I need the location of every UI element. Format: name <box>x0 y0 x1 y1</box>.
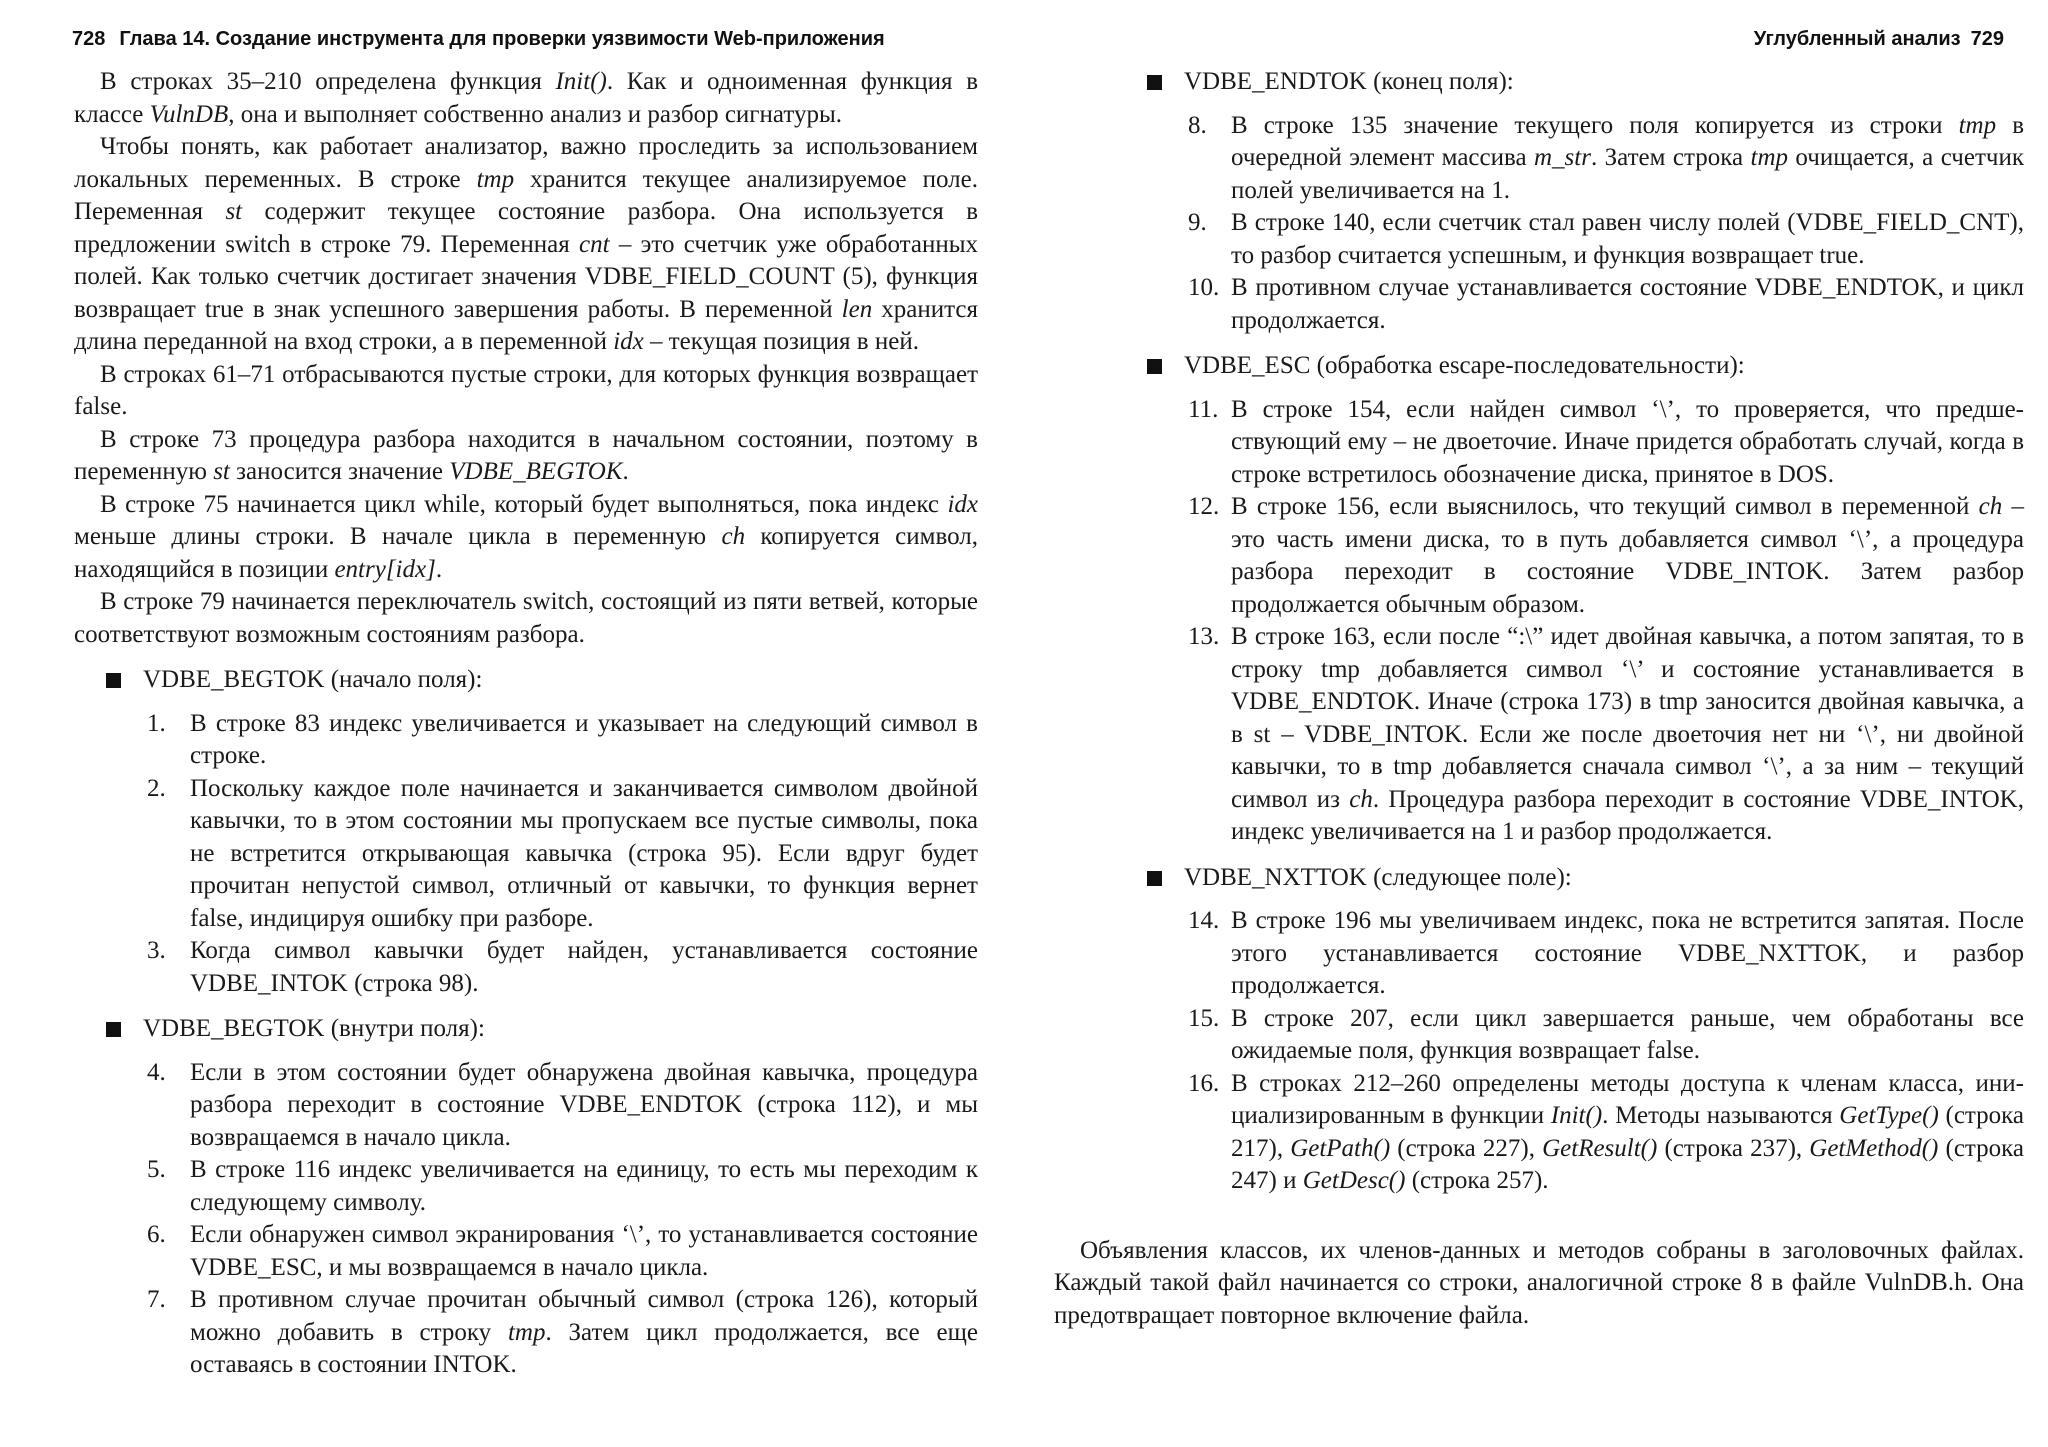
item-number: 10. <box>1188 274 1220 301</box>
item-text: В противном случае устанавливается состояние VDBE_ENDTOK, и цикл продолжается. <box>1231 274 2024 334</box>
left-running-header <box>72 28 885 51</box>
chapter-title: Глава 14. Создание инструмента для проверки уязвимости Web-приложения <box>119 28 885 50</box>
right-running-header <box>1754 28 2004 51</box>
item-number: 4. <box>147 1058 166 1086</box>
list-item <box>147 935 978 1000</box>
list-item <box>1188 1003 2024 1068</box>
bullet-heading: VDBE_ENDTOK (конец поля): <box>1147 66 2024 99</box>
numbered-list <box>147 708 978 1001</box>
item-text: Если обнаружен символ экранирования ‘\’, то устанавливается состояние VDBE_ESC, и мы возвращаемся в начало цикла. <box>190 1221 978 1281</box>
item-text: В строке 156, если выяснилось, что текущий символ в переменной ch – это часть имени диска, то в путь добавляется символ ‘\’, а процедура разбора переходит в состояние VDBE_INTOK. Затем разбор продолжается обычным образом. <box>1231 493 2024 618</box>
item-text: Если в этом состоянии будет обнаружена двойная кавычка, процедура разбора переходит в состояние VDBE_ENDTOK (строка 112), и мы возвращаемся в начало цикла. <box>190 1058 978 1151</box>
right-page <box>1024 0 2048 1447</box>
bullet-heading: VDBE_ESC (обработка escape-последовательности): <box>1147 350 2024 383</box>
item-text: В строке 140, если счетчик стал равен числу полей (VDBE_FIELD_CNT), то разбор считается успешным, и функция возвращает true. <box>1231 209 2024 269</box>
item-number: 5. <box>147 1156 166 1183</box>
item-number: 11. <box>1188 395 1219 423</box>
list-item <box>147 1219 978 1284</box>
item-text: В строке 207, если цикл завершается раньше, чем обработаны все ожидаемые поля, функция возвращает false. <box>1231 1004 2024 1064</box>
item-text: В строке 163, если после “:\” идет двойная кавычка, а потом запятая, то в строку tmp добавляется символ ‘\’ и состояние устанавливается в VDBE_ENDTOK. Иначе (строка 173) в tmp заносится двойная кавычка, а в st – VDBE_INTOK. Если же после двоеточия нет ни ‘\’, ни двойной кавычки, то в tmp добавляется сначала символ ‘\’, а за ним – текущий символ из ch. Процедура разбора переходит в состояние VDBE_INTOK, индекс увеличивается на 1 и разбор продолжается. <box>1231 623 2024 845</box>
left-page-body <box>74 66 978 1382</box>
list-item <box>147 1154 978 1219</box>
item-text: В строке 83 индекс увеличивается и указывает на следующий символ в строке. <box>190 709 978 769</box>
numbered-list <box>147 1057 978 1382</box>
paragraph: Чтобы понять, как работает анализатор, важно проследить за использованием локальных переменных. В строке tmp хранится текущее анализируемое поле. Переменная st содержит текущее состояние разбора. Она используется в предложении switch в строке 79. Переменная cnt – это счетчик уже обработанных полей. Как только счетчик достигает значения VDBE_FIELD_COUNT (5), функция возвращает true в знак успешного завершения работы. В переменной len хранится длина переданной на вход строки, а в переменной idx – текущая позиция в ней. <box>74 133 978 355</box>
bullet-heading: VDBE_BEGTOK (внутри поля): <box>106 1013 978 1046</box>
section-title: Углубленный анализ <box>1753 28 1961 50</box>
paragraph: В строке 75 начинается цикл while, который будет выполняться, пока индекс idx меньше длины строки. В начале цикла в переменную ch копируется символ, находящийся в позиции entry[idx]. <box>74 490 978 583</box>
item-number: 12. <box>1188 493 1220 520</box>
item-number: 3. <box>147 937 166 964</box>
list-item <box>147 773 978 936</box>
item-number: 1. <box>147 709 166 737</box>
right-page-body <box>1054 66 2025 1332</box>
item-number: 7. <box>147 1286 166 1313</box>
item-number: 15. <box>1188 1004 1220 1032</box>
right-page-number: 729 <box>1970 28 2004 50</box>
list-item <box>1188 394 2024 492</box>
list-item <box>1188 272 2024 337</box>
item-text: Когда символ кавычки будет найден, устанавливается состояние VDBE_INTOK (строка 98). <box>190 937 978 997</box>
bullet-heading: VDBE_NXTTOK (следующее поле): <box>1147 862 2024 895</box>
item-number: 14. <box>1188 907 1220 934</box>
list-item <box>147 1284 978 1382</box>
numbered-list <box>1188 394 2024 849</box>
left-page-number: 728 <box>72 28 106 50</box>
item-number: 13. <box>1188 623 1220 650</box>
list-item <box>1188 491 2024 621</box>
list-item <box>1188 905 2024 1003</box>
item-number: 16. <box>1188 1069 1220 1097</box>
list-item <box>1188 621 2024 849</box>
list-item <box>1188 1068 2024 1198</box>
item-number: 9. <box>1188 209 1207 236</box>
item-text: В строке 154, если найден символ ‘\’, то проверяется, что предшествующий ему – не двоеточие. Иначе придется обработать случай, когда в строке встретилось обозначение диска, принятое в DOS. <box>1231 395 2024 488</box>
item-text: В противном случае прочитан обычный символ (строка 126), который можно добавить в строку tmp. Затем цикл продолжается, все еще оставаясь в состоянии INTOK. <box>190 1286 979 1378</box>
numbered-list <box>1188 110 2024 338</box>
list-item <box>1188 110 2024 208</box>
paragraph: В строках 61–71 отбрасываются пустые строки, для которых функция возвращает false. <box>74 360 978 420</box>
item-text: В строках 212–260 определены методы доступа к членам класса, инициализированным в функции Init(). Методы называются GetType() (строка 217), GetPath() (строка 227), GetResult() (строка 237), GetMethod() (строка 247) и GetDesc() (строка 257). <box>1231 1069 2025 1194</box>
item-text: В строке 196 мы увеличиваем индекс, пока не встретится запятая. После этого устанавливается состояние VDBE_NXTTOK, и разбор продолжается. <box>1231 907 2024 999</box>
bullet-heading: VDBE_BEGTOK (начало поля): <box>106 664 978 697</box>
item-number: 8. <box>1188 111 1207 139</box>
paragraph: В строках 35–210 определена функция Init(). Как и одноименная функция в классе VulnDB, она и выполняет собственно анализ и разбор сигнатуры. <box>74 68 979 128</box>
list-item <box>147 1057 978 1155</box>
list-item <box>147 708 978 773</box>
numbered-list <box>1188 905 2024 1198</box>
item-text: Поскольку каждое поле начинается и заканчивается символом двойной кавычки, то в этом состоянии мы пропускаем все пустые символы, пока не встретится открывающая кавычка (строка 95). Если вдруг будет прочитан непустой символ, отличный от кавычки, то функция вернет false, индицируя ошибку при разборе. <box>190 774 978 932</box>
item-number: 6. <box>147 1221 166 1248</box>
item-text: В строке 116 индекс увеличивается на единицу, то есть мы переходим к следующему символу. <box>190 1156 978 1216</box>
list-item <box>1188 207 2024 272</box>
closing-paragraph: Объявления классов, их членов-данных и методов собраны в заголовочных файлах. Каждый такой файл начинается со строки, аналогичной строке 8 в файле VulnDB.h. Она предотвращает повторное включение файла. <box>1054 1236 2024 1329</box>
paragraph: В строке 73 процедура разбора находится в начальном состоянии, поэтому в переменную st заносится значение VDBE_BEGTOK. <box>74 425 978 485</box>
item-number: 2. <box>147 774 166 802</box>
item-text: В строке 135 значение текущего поля копируется из строки tmp в очередной элемент массива m_str. Затем строка tmp очищается, а счетчик полей увеличивается на 1. <box>1231 111 2025 204</box>
paragraph: В строке 79 начинается переключатель switch, состоящий из пяти ветвей, которые соответствуют возможным состояниям разбора. <box>74 588 978 648</box>
